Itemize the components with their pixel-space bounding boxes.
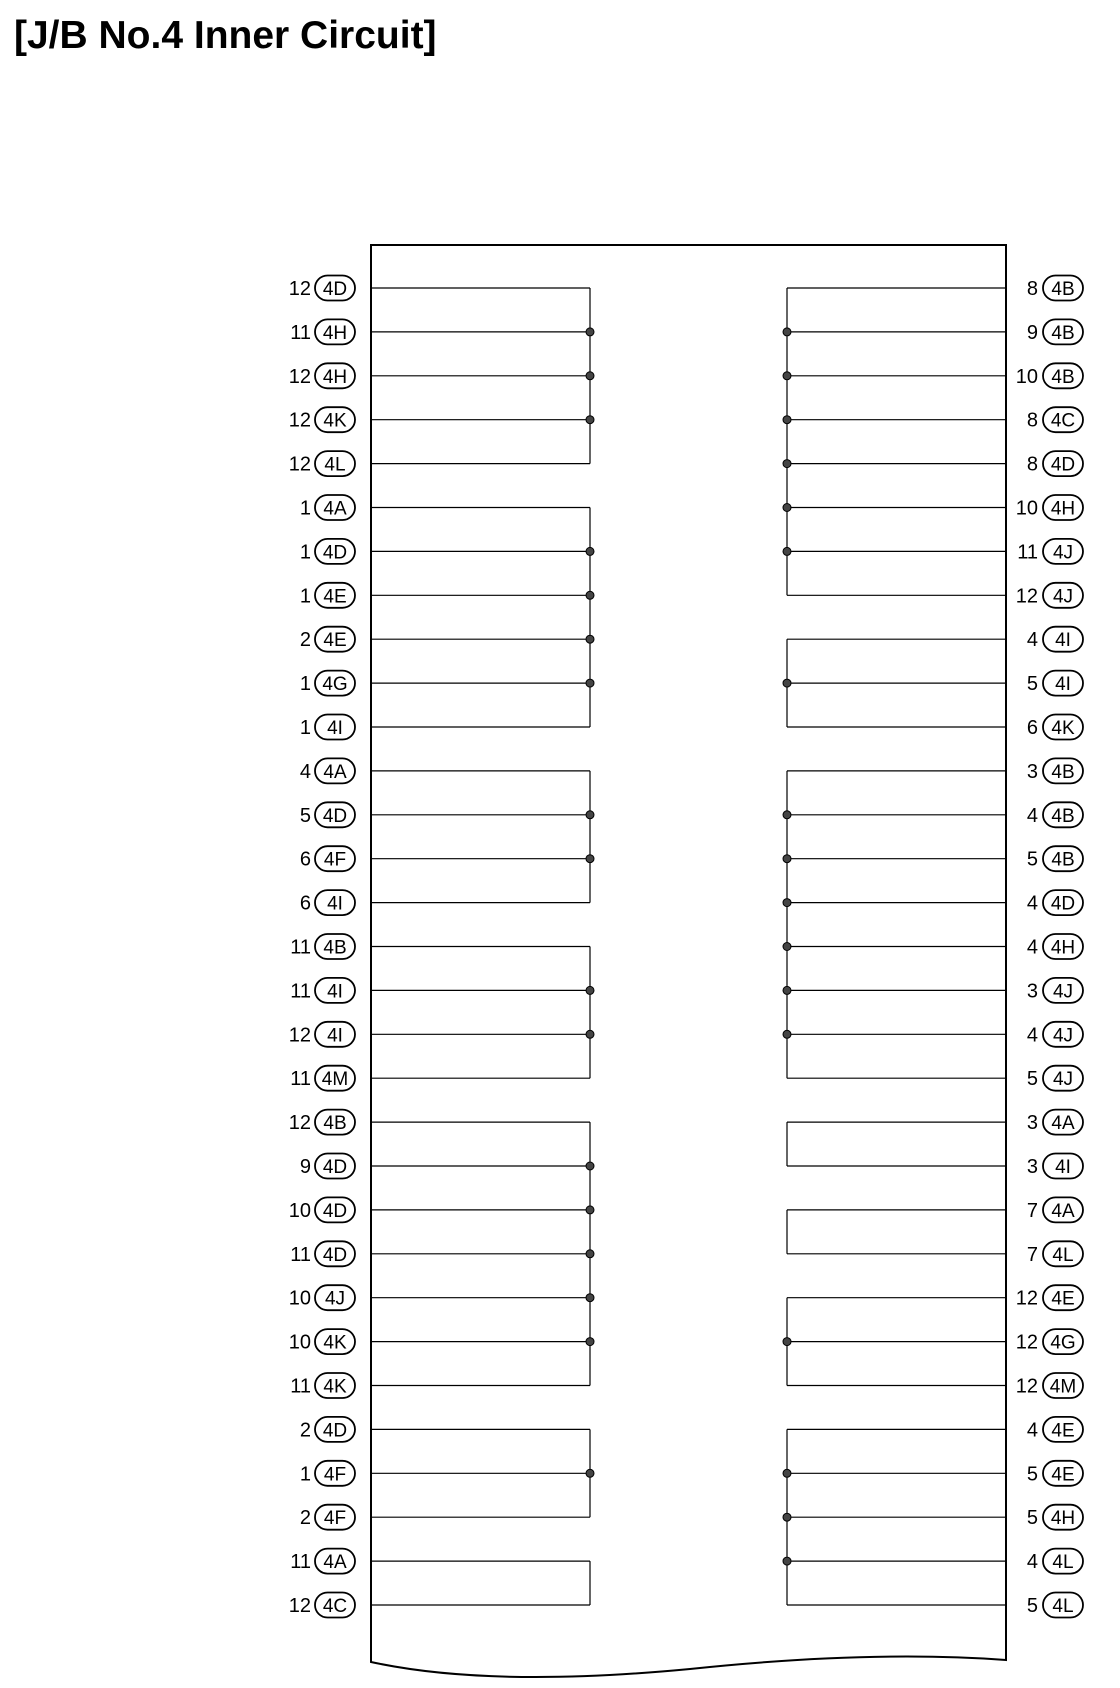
connector-code: 4B	[1051, 761, 1075, 783]
junction-dot	[783, 1557, 791, 1565]
left-pin-label	[290, 1241, 355, 1266]
junction-dot	[586, 679, 594, 687]
left-pin-label	[289, 1593, 355, 1618]
right-pin-label	[1027, 1110, 1083, 1135]
connector-code: 4B	[323, 1113, 347, 1135]
connector-code: 4I	[1055, 1157, 1071, 1178]
right-pin-label	[1016, 363, 1083, 388]
right-pin-label	[1016, 495, 1083, 520]
left-pin-label	[289, 1110, 355, 1135]
connector-code: 4J	[1052, 1069, 1074, 1091]
junction-dot	[586, 1250, 594, 1258]
pin-number: 1	[299, 541, 311, 564]
connector-code: 4H	[322, 322, 348, 344]
connector-code: 4B	[1051, 366, 1075, 388]
left-pin-label	[300, 715, 355, 740]
right-pin-label	[1027, 978, 1083, 1003]
pin-number: 3	[1026, 1112, 1038, 1135]
connector-code: 4H	[1050, 937, 1076, 959]
right-pin-label	[1027, 1417, 1083, 1442]
pin-number: 1	[299, 1463, 311, 1486]
connector-code: 4A	[323, 498, 347, 520]
pin-number: 4	[1026, 804, 1038, 827]
connector-code: 4E	[1051, 1288, 1075, 1310]
pin-number: 7	[1026, 1243, 1038, 1266]
junction-dot	[586, 591, 594, 599]
connector-code: 4E	[1051, 1420, 1075, 1442]
pin-number: 8	[1026, 453, 1038, 476]
connector-code: 4E	[323, 630, 347, 652]
right-pin-label	[1016, 1329, 1083, 1354]
connector-code: 4G	[1050, 1332, 1076, 1354]
left-pin-label	[300, 890, 355, 915]
pin-number: 5	[1026, 1068, 1038, 1091]
connector-code: 4L	[1052, 1596, 1074, 1617]
left-pin-label	[300, 539, 355, 564]
junction-dot	[783, 899, 791, 907]
connector-code: 4A	[323, 761, 347, 783]
junction-dot	[783, 855, 791, 863]
pin-number: 2	[299, 629, 311, 652]
junction-block-frame	[371, 245, 1006, 1677]
right-pin-label	[1027, 934, 1083, 959]
left-pin-label	[300, 846, 355, 871]
connector-code: 4L	[1052, 1552, 1074, 1574]
pin-number: 4	[1026, 629, 1038, 652]
connector-code: 4H	[1050, 1508, 1076, 1530]
right-pin-label	[1027, 1197, 1083, 1222]
right-pin-label	[1027, 802, 1083, 827]
pin-number: 1	[299, 717, 311, 739]
connector-code: 4C	[322, 1596, 348, 1617]
connector-code: 4D	[322, 1157, 348, 1178]
connector-code: 4F	[323, 1508, 347, 1530]
connector-code: 4K	[1051, 718, 1075, 739]
connector-code: 4I	[327, 981, 343, 1003]
pin-number: 4	[1026, 1024, 1038, 1047]
right-pin-label	[1027, 319, 1083, 344]
pin-number: 10	[1015, 497, 1038, 520]
right-pin-label	[1027, 1154, 1083, 1179]
left-pin-label	[290, 978, 355, 1003]
junction-dot	[783, 679, 791, 687]
junction-dot	[783, 1469, 791, 1477]
connector-code: 4D	[322, 542, 348, 564]
pin-number: 12	[1015, 585, 1038, 608]
connector-code: 4A	[323, 1552, 347, 1574]
pin-number: 4	[299, 760, 311, 783]
connector-code: 4F	[323, 849, 347, 871]
junction-dot	[586, 986, 594, 994]
connector-code: 4M	[1049, 1376, 1077, 1398]
left-pin-label	[300, 627, 355, 652]
junction-dot	[783, 372, 791, 380]
page-title: [J/B No.4 Inner Circuit]	[14, 14, 437, 57]
pin-number: 12	[288, 409, 311, 432]
connector-code: 4E	[323, 586, 347, 608]
pin-number: 12	[288, 365, 311, 388]
right-pin-label	[1027, 846, 1083, 871]
junction-dot	[586, 328, 594, 336]
pin-number: 5	[299, 804, 311, 827]
left-pin-label	[290, 319, 355, 344]
right-pin-label	[1016, 583, 1083, 608]
junction-dot	[783, 1030, 791, 1038]
pin-number: 5	[1026, 1507, 1038, 1530]
junction-dot	[586, 1206, 594, 1214]
pin-number: 11	[290, 1243, 311, 1266]
junction-dot	[586, 1469, 594, 1477]
pin-number: 4	[1026, 1551, 1038, 1574]
left-pin-label	[289, 451, 355, 476]
pin-number: 4	[1026, 892, 1038, 915]
connector-code: 4J	[324, 1288, 346, 1310]
pin-number: 11	[1017, 541, 1038, 564]
pin-number: 12	[1015, 1375, 1038, 1398]
left-pin-label	[289, 1197, 355, 1222]
left-pin-label	[290, 1373, 355, 1398]
right-pin-label	[1017, 539, 1083, 564]
pin-number: 11	[290, 1068, 311, 1091]
pin-number: 9	[1026, 321, 1038, 344]
junction-dot	[586, 1162, 594, 1170]
junction-dot	[783, 811, 791, 819]
connector-code: 4I	[327, 718, 343, 739]
left-pin-label	[300, 671, 355, 696]
junction-dot	[586, 547, 594, 555]
pin-number: 5	[1026, 1463, 1038, 1486]
pin-number: 3	[1026, 1156, 1038, 1178]
pin-number: 12	[1015, 1287, 1038, 1310]
junction-dot	[586, 811, 594, 819]
right-pin-label	[1027, 1461, 1083, 1486]
pin-number: 10	[288, 1199, 311, 1222]
left-pin-label	[300, 1505, 355, 1530]
connector-code: 4A	[1051, 1200, 1075, 1222]
left-pin-label	[300, 495, 355, 520]
wires-layer	[371, 288, 1006, 1605]
pin-number: 3	[1026, 760, 1038, 783]
pin-number: 12	[288, 278, 311, 300]
pin-number: 5	[1026, 673, 1038, 696]
connector-code: 4B	[323, 937, 347, 959]
pin-number: 11	[290, 1375, 311, 1398]
right-pin-label	[1027, 627, 1083, 652]
pin-number: 4	[1026, 936, 1038, 959]
connector-code: 4H	[1050, 498, 1076, 520]
left-pin-label	[290, 934, 355, 959]
connector-code: 4J	[1052, 981, 1074, 1003]
connector-code: 4M	[321, 1069, 349, 1091]
junction-dot	[783, 1338, 791, 1346]
connector-code: 4L	[1052, 1244, 1074, 1266]
connector-code: 4B	[1051, 849, 1075, 871]
left-pin-label	[289, 1022, 355, 1047]
left-pin-label	[289, 1329, 355, 1354]
connector-code: 4J	[1052, 586, 1074, 608]
connector-code: 4G	[322, 674, 348, 696]
connector-code: 4I	[1055, 674, 1071, 696]
connector-code: 4I	[1055, 630, 1071, 652]
left-pin-label	[289, 276, 355, 301]
left-pin-label	[300, 758, 355, 783]
pin-number: 2	[299, 1507, 311, 1530]
junction-dot	[586, 855, 594, 863]
connector-code: 4K	[323, 410, 347, 432]
right-pin-label	[1027, 1022, 1083, 1047]
right-pin-label	[1027, 671, 1083, 696]
pin-number: 6	[299, 848, 311, 871]
pin-number: 11	[290, 936, 311, 959]
pin-number: 11	[290, 980, 311, 1003]
junction-dot	[783, 460, 791, 468]
connector-code: 4D	[322, 279, 348, 300]
pin-number: 3	[1026, 980, 1038, 1003]
junction-dot	[586, 635, 594, 643]
pin-number: 11	[290, 1551, 311, 1574]
connector-code: 4L	[324, 454, 346, 476]
pin-number: 1	[299, 585, 311, 608]
junction-dot	[783, 943, 791, 951]
pin-number: 6	[299, 892, 311, 915]
pin-number: 5	[1026, 1595, 1038, 1617]
pin-number: 12	[1015, 1331, 1038, 1354]
pin-number: 4	[1026, 1419, 1038, 1442]
connector-code: 4D	[322, 805, 348, 827]
right-pin-label	[1027, 1066, 1083, 1091]
pin-number: 12	[288, 1595, 311, 1617]
pin-number: 9	[299, 1156, 311, 1178]
right-pin-label	[1027, 1549, 1083, 1574]
right-pin-label	[1027, 890, 1083, 915]
left-pin-label	[300, 1154, 355, 1179]
pin-number: 10	[288, 1287, 311, 1310]
pin-number: 7	[1026, 1199, 1038, 1222]
junction-dot	[586, 416, 594, 424]
pin-number: 2	[299, 1419, 311, 1442]
connector-code: 4A	[1051, 1113, 1075, 1135]
left-pin-label	[289, 1285, 355, 1310]
junction-dot	[586, 372, 594, 380]
pin-number: 5	[1026, 848, 1038, 871]
connector-code: 4C	[1050, 410, 1076, 432]
connector-code: 4I	[327, 1025, 343, 1047]
pin-number: 1	[299, 497, 311, 520]
left-pin-label	[300, 1461, 355, 1486]
right-pin-label	[1027, 451, 1083, 476]
right-pin-label	[1027, 276, 1083, 301]
right-pin-label	[1027, 1505, 1083, 1530]
junction-dot	[783, 416, 791, 424]
left-pin-label	[300, 1417, 355, 1442]
connector-code: 4J	[1052, 542, 1074, 564]
left-pin-label	[289, 363, 355, 388]
junction-dot	[586, 1338, 594, 1346]
junction-dots-layer	[586, 328, 791, 1565]
pin-number: 8	[1026, 409, 1038, 432]
right-pin-label	[1027, 715, 1083, 740]
connector-code: 4K	[323, 1332, 347, 1354]
connector-code: 4D	[1050, 893, 1076, 915]
connector-code: 4I	[327, 893, 343, 915]
right-pin-label	[1016, 1285, 1083, 1310]
right-pin-label	[1027, 407, 1083, 432]
connector-code: 4D	[322, 1244, 348, 1266]
pin-number: 12	[288, 1112, 311, 1135]
connector-code: 4D	[322, 1420, 348, 1442]
pin-number: 12	[288, 1024, 311, 1047]
junction-dot	[783, 1513, 791, 1521]
pin-number: 10	[1015, 365, 1038, 388]
junction-dot	[586, 1030, 594, 1038]
right-pin-label	[1027, 758, 1083, 783]
left-pin-label	[289, 407, 355, 432]
connector-code: 4J	[1052, 1025, 1074, 1047]
right-pin-label	[1027, 1593, 1083, 1618]
left-pin-label	[300, 802, 355, 827]
junction-dot	[586, 1294, 594, 1302]
connector-code: 4B	[1051, 322, 1075, 344]
pin-number: 6	[1026, 717, 1038, 739]
connector-code: 4K	[323, 1376, 347, 1398]
left-pin-label	[290, 1549, 355, 1574]
connector-code: 4E	[1051, 1464, 1075, 1486]
right-pin-label	[1027, 1241, 1083, 1266]
junction-dot	[783, 986, 791, 994]
connector-code: 4D	[1050, 454, 1076, 476]
connector-code: 4D	[322, 1200, 348, 1222]
connector-code: 4F	[323, 1464, 347, 1486]
pin-number: 10	[288, 1331, 311, 1354]
pin-number: 11	[290, 321, 311, 344]
junction-dot	[783, 328, 791, 336]
pin-number: 1	[299, 673, 311, 696]
left-pin-label	[300, 583, 355, 608]
connector-code: 4B	[1051, 805, 1075, 827]
connector-code: 4H	[322, 366, 348, 388]
pin-number: 8	[1026, 278, 1038, 300]
junction-dot	[783, 504, 791, 512]
left-pin-label	[290, 1066, 355, 1091]
right-pin-label	[1016, 1373, 1083, 1398]
connector-code: 4B	[1051, 279, 1075, 300]
junction-dot	[783, 547, 791, 555]
pin-number: 12	[288, 453, 311, 476]
